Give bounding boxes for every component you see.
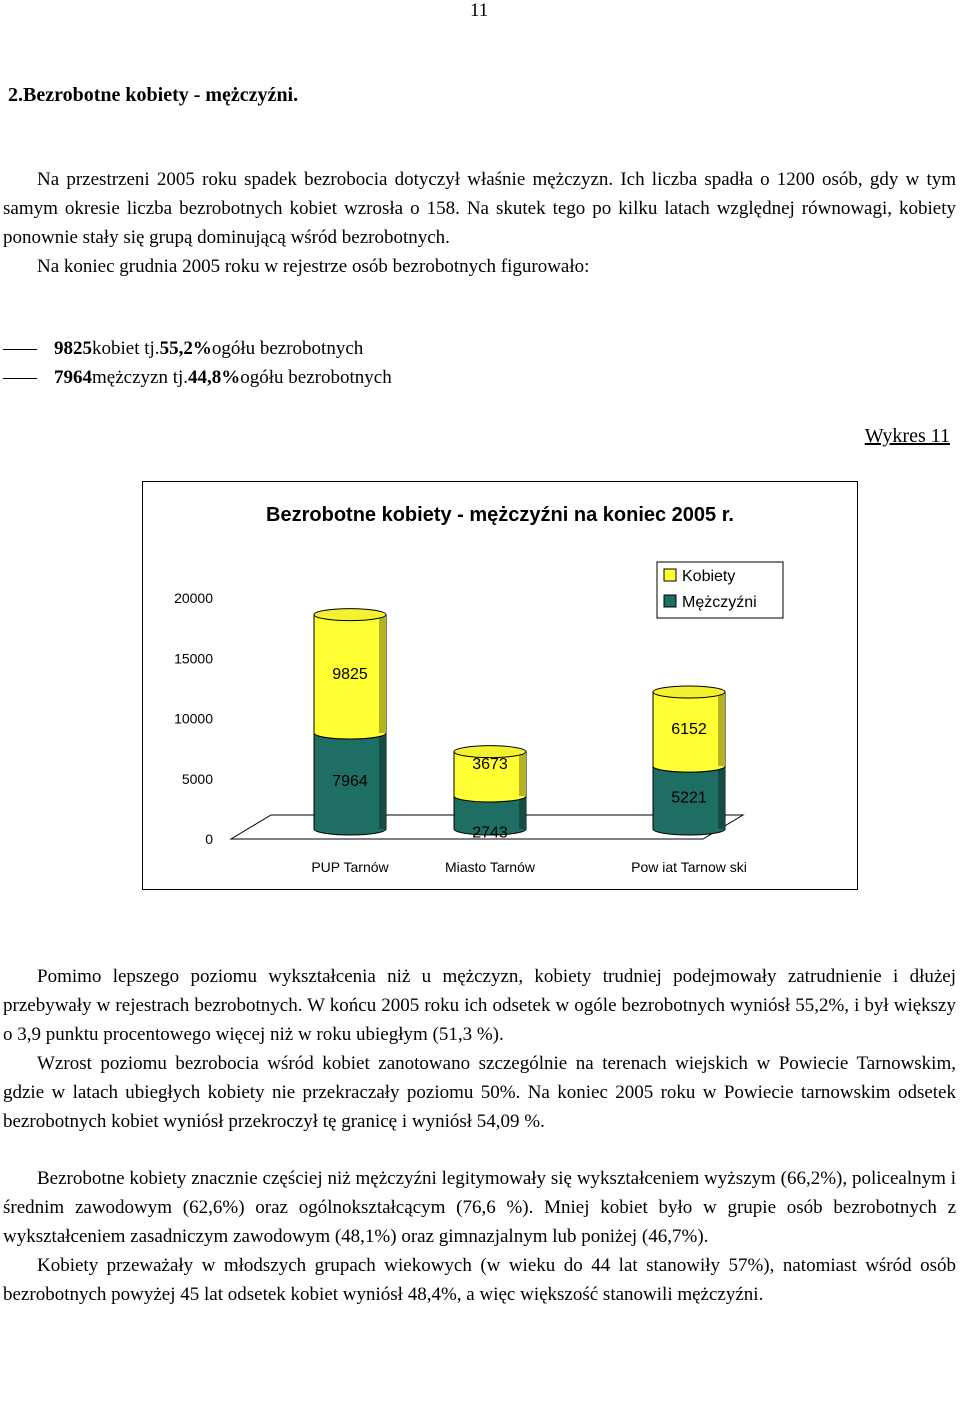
legend-swatch <box>664 595 676 607</box>
bar-shade <box>519 796 526 829</box>
legend-label: Mężczyźni <box>682 594 757 611</box>
body-paragraph-4: Kobiety przeważały w młodszych grupach wiekowych (w wieku do 44 lat stanowiły 57%), natomiast wśród osób bezrobotnych powyżej 45 lat odsetek kobiet wyniósł 48,4%, a więc większość stanowili mężczyźni. <box>3 1255 956 1305</box>
data-label: 9825 <box>332 665 368 683</box>
body-block <box>3 962 956 1309</box>
body-paragraph-3: Bezrobotne kobiety znacznie częściej niż mężczyźni legitymowały się wykształceniem wyższym (66,2%), policealnym i średnim zawodowym (62,6%) oraz ogólnokształcącym (76,6 %). Mniej kobiet było w grupie osób bezrobotnych z wykształceniem zasadniczym zawodowym (48,1%) oraz gimnazjalnym lub poniżej (46,7%). <box>3 1168 956 1247</box>
bar-top-cap <box>314 609 386 621</box>
bullet-women <box>3 335 363 363</box>
bar-shade <box>379 733 386 829</box>
bullet-men-mid: mężczyzn tj. <box>92 367 189 388</box>
x-tick-label: Miasto Tarnów <box>444 859 536 875</box>
legend-label: Kobiety <box>682 568 736 585</box>
y-tick-label: 5000 <box>181 770 213 787</box>
bar-shade <box>718 692 725 766</box>
bullet-men-tail: ogółu bezrobotnych <box>240 367 392 388</box>
body-paragraph-2: Wzrost poziomu bezrobocia wśród kobiet zanotowano szczególnie na terenach wiejskich w Powiecie Tarnowskim, gdzie w latach ubiegłych kobiety nie przekraczały poziomu 50%. Na koniec 2005 roku w Powiecie tarnowskim odsetek bezrobotnych kobiet wyniósł przekroczył tę granicę i wyniósł 54,09 %. <box>3 1053 956 1132</box>
legend-swatch <box>664 569 676 581</box>
bar-shade <box>718 766 725 829</box>
x-tick-label: Pow iat Tarnow ski <box>631 859 747 875</box>
intro-block <box>3 165 956 281</box>
dash-icon <box>3 378 37 379</box>
y-tick-label: 15000 <box>174 650 213 667</box>
bar-shade <box>519 752 526 796</box>
section-heading: 2.Bezrobotne kobiety - mężczyźni. <box>8 84 299 106</box>
bullet-men <box>3 364 392 392</box>
chart-title: Bezrobotne kobiety - mężczyźni na koniec 2005 r. <box>266 504 734 526</box>
intro-paragraph-1: Na przestrzeni 2005 roku spadek bezrobocia dotyczył właśnie mężczyzn. Ich liczba spadła o 1200 osób, gdy w tym samym okresie liczba bezrobotnych kobiet wzrosła o 158. Na skutek tego po kilku latach względnej równowagi, kobiety ponownie stały się grupą dominującą wśród bezrobotnych. <box>3 169 956 248</box>
bullet-women-percent: 55,2% <box>159 338 212 359</box>
data-label: 5221 <box>671 789 707 807</box>
bullet-women-number: 9825 <box>54 338 92 359</box>
data-label: 6152 <box>671 721 707 739</box>
data-label: 2743 <box>472 824 508 842</box>
x-tick-label: PUP Tarnów <box>311 859 389 875</box>
body-paragraph-1: Pomimo lepszego poziomu wykształcenia niż u mężczyzn, kobiety trudniej podejmowały zatrudnienie i dłużej przebywały w rejestrach bezrobotnych. W końcu 2005 roku ich odsetek w ogóle bezrobotnych wyniósł 55,2%, i był większy o 3,9 punktu procentowego więcej niż w roku ubiegłym (51,3 %). <box>3 966 956 1045</box>
y-tick-label: 0 <box>205 831 213 847</box>
page-number: 11 <box>470 0 489 21</box>
dash-icon <box>3 349 37 350</box>
bar-top-cap <box>653 686 725 698</box>
intro-paragraph-2: Na koniec grudnia 2005 roku w rejestrze osób bezrobotnych figurowało: <box>37 256 590 277</box>
y-tick-label: 20000 <box>174 590 213 606</box>
bar-shade <box>379 615 386 733</box>
data-label: 3673 <box>472 755 508 773</box>
bullet-women-tail: ogółu bezrobotnych <box>211 338 364 359</box>
data-label: 7964 <box>332 773 368 791</box>
chart-plot <box>143 482 857 889</box>
bullet-men-percent: 44,8% <box>188 367 241 388</box>
bullet-women-mid: kobiet tj. <box>92 338 160 359</box>
bullet-men-number: 7964 <box>54 367 92 388</box>
y-tick-label: 10000 <box>174 710 213 727</box>
figure-label: Wykres 11 <box>864 425 950 447</box>
chart-frame <box>142 481 858 890</box>
